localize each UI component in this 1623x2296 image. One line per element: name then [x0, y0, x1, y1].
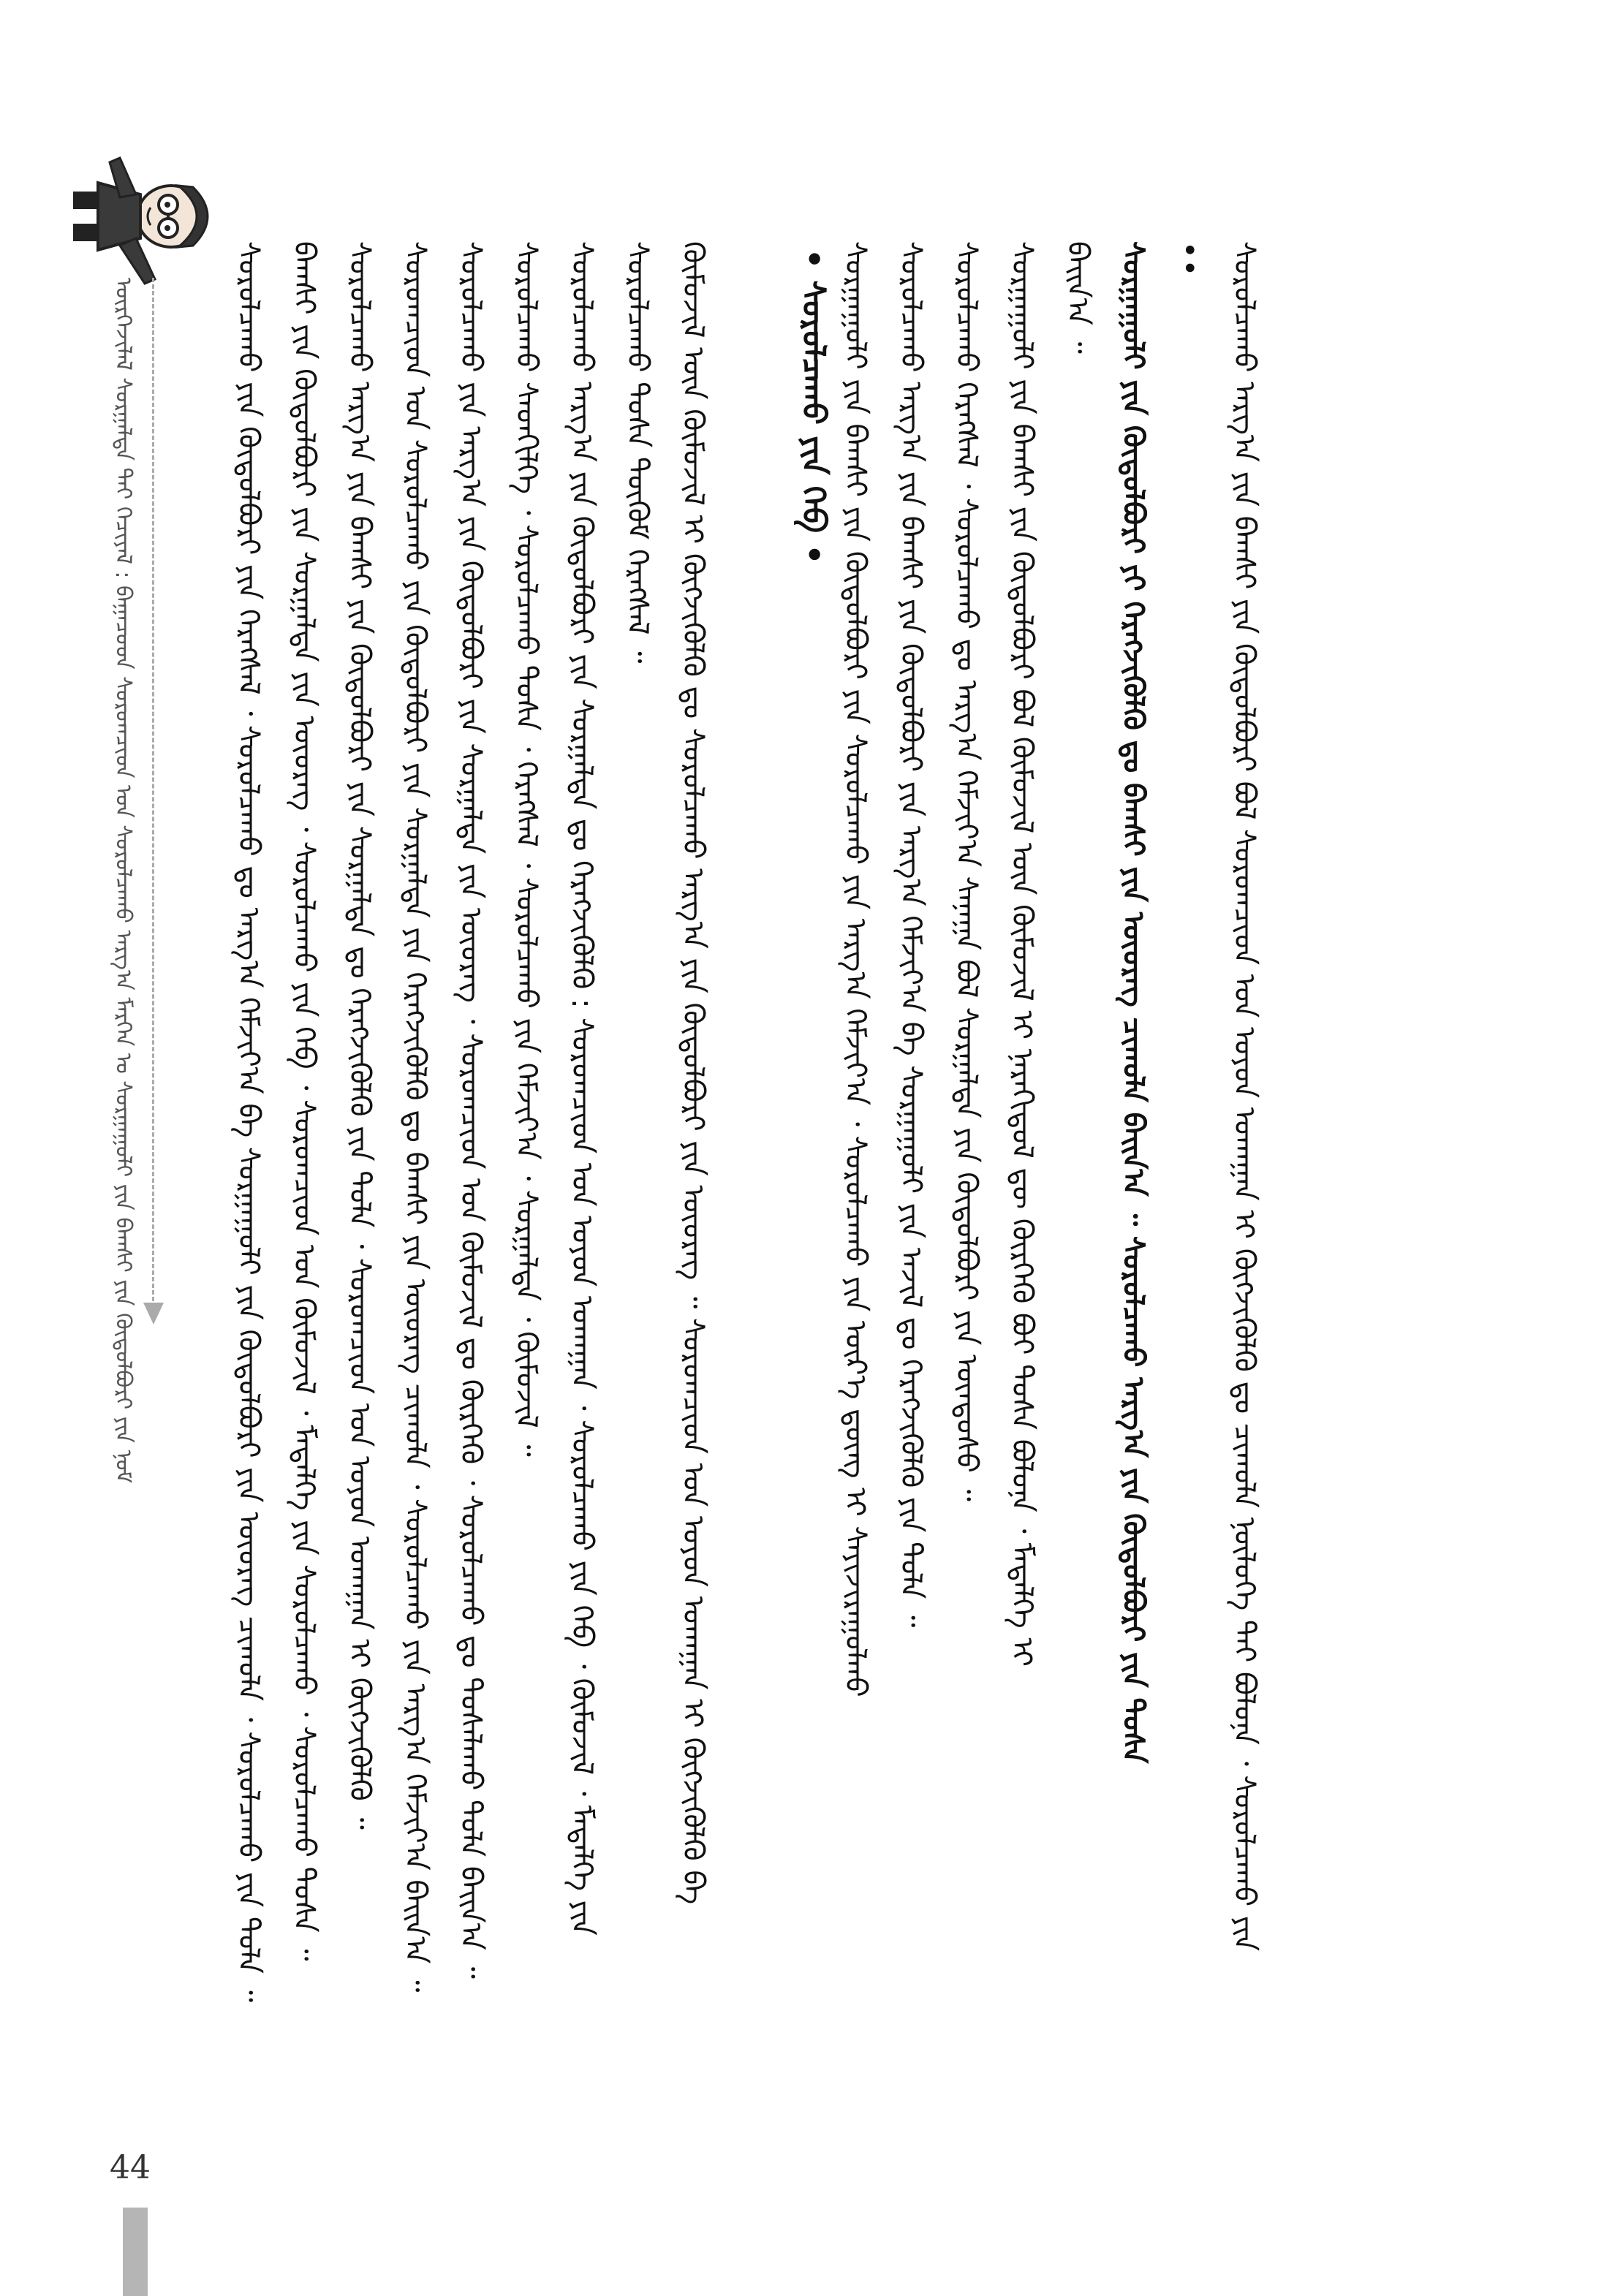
text-column-2: ᠰᠤᠷᠭᠠᠭᠤᠯᠢ ᠶᠢᠨ ᠬᠥᠲᠥᠯᠪᠦᠷᠢ ᠶᠢ ᠬᠡᠷᠡᠭᠵᠢᠭᠦᠯᠬᠦ ᠳᠤ ᠪᠠᠭᠰᠢ ᠶᠢᠨ ᠦᠦᠷᠡᠭ ᠴᠢᠬᠤᠯᠠ ᠪᠠᠢᠨ᠎ᠠ ᠃ ᠰᠤᠷᠤᠯᠴᠠᠬᠤ ᠠᠷᠭ᠎ᠠ ᠶᠢᠨ ᠬᠥᠲᠥᠯᠪᠦᠷᠢ ᠶᠢᠨ ᠲᠤᠰᠠ: [1116, 241, 1150, 1764]
text-column-3: ᠪᠠᠢᠨ᠎ᠠ ᠃: [1061, 241, 1094, 354]
text-column-1b: ••: [1172, 241, 1206, 278]
page-number: 44: [110, 2149, 151, 2186]
triangle-arrow-icon: [143, 1303, 164, 1325]
text-column-14: ᠰᠤᠷᠤᠯᠴᠠᠬᠤ ᠠᠷᠭ᠎ᠠ ᠶᠢᠨ ᠪᠠᠭᠰᠢ ᠶᠢᠨ ᠬᠥᠲᠥᠯᠪᠦᠷᠢ ᠶᠢᠨ ᠰᠤᠷᠭᠠᠯᠲᠠ ᠳᠤ ᠬᠡᠷᠡᠭᠵᠢᠭᠦᠯᠬᠦ ᠶᠢᠨ ᠲᠤᠯᠠ ᠂ ᠰᠤᠷᠤᠭᠴᠢᠳ ᠤᠨ ᠣᠶᠤᠨ ᠤᠬᠠᠭᠠᠨ ᠢ ᠬᠥᠭᠵᠢᠭᠦᠯᠬᠦ ᠃: [343, 241, 377, 1830]
running-header: ᠦᠷᠭᠡᠵᠢᠯᠡᠯ ᠰᠤᠷᠭᠠᠯᠲᠠ ᠲᠠᠢ ᠬᠡᠴᠢᠶᠡᠯ : ᠪᠠᠭᠠᠴᠤᠳ ᠰᠤᠷᠤᠭᠴᠢᠳ ᠤᠨ ᠰᠤᠷᠤᠯᠴᠠᠬᠤ ᠠᠷᠭ᠎ᠠ ᠮᠡᠷᠭᠡᠨ ᠤ ᠰᠤᠷᠭᠠᠭᠤᠯᠢ ᠶᠢᠨ ᠪᠠᠭᠰᠢ ᠶᠢᠨ ᠬᠥᠲᠥᠯᠪᠦᠷᠢ ᠶᠢᠨ ᠨᠣᠮ: [110, 278, 136, 1484]
text-column-7: ᠰᠤᠷᠭᠠᠭᠤᠯᠢ ᠶᠢᠨ ᠪᠠᠭᠰᠢ ᠶᠢᠨ ᠬᠥᠲᠥᠯᠪᠦᠷᠢ ᠶᠢᠨ ᠰᠤᠷᠤᠯᠴᠠᠬᠤ ᠶᠢᠨ ᠠᠷᠭ᠎ᠠ ᠬᠡᠮᠵᠢᠶ᠎ᠠ ᠂ ᠰᠤᠷᠤᠯᠴᠠᠬᠤ ᠶᠢᠨ ᠦᠷ᠎ᠡ ᠳ᠋ᠦᠩ ᠢ ᠰᠠᠶᠢᠵᠢᠷᠠᠭᠤᠯᠬᠤ: [839, 241, 872, 1697]
text-column-8: ᠬᠦᠮᠦᠵᠢᠯ ᠦᠨ ᠬᠦᠮᠦᠵᠢᠯ ᠢ ᠬᠥᠭᠵᠢᠭᠦᠯᠬᠦ ᠳᠤ ᠰᠤᠷᠤᠯᠴᠠᠬᠤ ᠠᠷᠭ᠎ᠠ ᠶᠢᠨ ᠬᠥᠲᠥᠯᠪᠦᠷᠢ ᠶᠢᠨ ᠦᠦᠷᠡᠭ ᠃ ᠰᠤᠷᠤᠭᠴᠢᠳ ᠤᠨ ᠣᠶᠤᠨ ᠤᠬᠠᠭᠠᠨ ᠢ ᠬᠥᠭᠵᠢᠭᠦᠯᠬᠦ ᠪᠠ: [676, 241, 710, 1905]
text-column-12: ᠰᠤᠷᠤᠯᠴᠠᠬᠤ ᠶᠢᠨ ᠠᠷᠭ᠎ᠠ ᠶᠢᠨ ᠬᠥᠲᠥᠯᠪᠦᠷᠢ ᠶᠢᠨ ᠰᠤᠷᠭᠠᠯᠲᠠ ᠶᠢᠨ ᠦᠦᠷᠡᠭ ᠂ ᠰᠤᠷᠤᠭᠴᠢᠳ ᠤᠨ ᠬᠦᠮᠦᠵᠢᠯ ᠳᠤ ᠬᠦᠷᠭᠡᠬᠦ ᠂ ᠰᠤᠷᠤᠯᠴᠠᠬᠤ ᠳᠤ ᠲᠤᠰᠠᠯᠠᠬᠤ ᠲᠤᠯᠠ ᠪᠠᠢᠨ᠎ᠠ ᠃: [454, 241, 488, 1979]
header-dashed-rule: [152, 278, 154, 1301]
text-column-4: ᠰᠤᠷᠭᠠᠭᠤᠯᠢ ᠶᠢᠨ ᠪᠠᠭᠰᠢ ᠶᠢᠨ ᠬᠥᠲᠥᠯᠪᠦᠷᠢ ᠪᠤᠯ ᠬᠦᠮᠦᠵᠢᠯ ᠦᠨ ᠬᠦᠮᠦᠵᠢᠯ ᠢ ᠨᠡᠷᠡᠭᠢᠳᠦᠯ ᠳᠦ ᠬᠦᠷᠭᠡᠬᠦ ᠪᠤᠢ ᠲᠤᠰᠠ ᠪᠣᠯᠤᠨᠠ ᠂ ᠮᠡᠳᠡᠯᠭᠡ ᠢ: [1005, 241, 1039, 1667]
text-column-1: ᠰᠤᠷᠤᠯᠴᠠᠬᠤ ᠠᠷᠭ᠎ᠠ ᠶᠢᠨ ᠪᠠᠭᠰᠢ ᠶᠢᠨ ᠬᠥᠲᠥᠯᠪᠦᠷᠢ ᠪᠤᠯ ᠰᠤᠷᠤᠭᠴᠢᠳ ᠤᠨ ᠣᠶᠤᠨ ᠤᠬᠠᠭᠠᠨ ᠢ ᠬᠥᠭᠵᠢᠭᠦᠯᠬᠦ ᠳᠤ ᠴᠢᠬᠤᠯᠠ ᠨᠥᠯᠦᠭᠡ ᠲᠠᠢ ᠪᠣᠯᠤᠨᠠ ᠂ ᠰᠤᠷᠤᠯᠴᠠᠬᠤ ᠶᠢᠨ: [1227, 241, 1261, 1952]
text-column-16: ᠰᠤᠷᠤᠯᠴᠠᠬᠤ ᠶᠢᠨ ᠬᠥᠲᠥᠯᠪᠦᠷᠢ ᠶᠢᠨ ᠬᠡᠷᠡᠭᠰᠡᠯ ᠂ ᠰᠤᠷᠤᠯᠴᠠᠬᠤ ᠳᠤ ᠠᠷᠭ᠎ᠠ ᠬᠡᠮᠵᠢᠶ᠎ᠠ ᠪᠠ ᠰᠤᠷᠭᠠᠭᠤᠯᠢ ᠶᠢᠨ ᠬᠥᠲᠥᠯᠪᠦᠷᠢ ᠶᠢᠨ ᠦᠦᠷᠡᠭ ᠴᠢᠬᠤᠯᠠ ᠂ ᠰᠤᠷᠤᠯᠴᠠᠬᠤ ᠶᠢᠨ ᠲᠤᠯᠠ ᠃: [232, 241, 265, 2003]
text-column-11: ᠰᠤᠷᠤᠯᠴᠠᠬᠤ ᠰᠡᠳᠬᠢᠯᠭᠡ ᠂ ᠰᠤᠷᠤᠯᠴᠠᠬᠤ ᠲᠤᠰᠠ ᠂ ᠬᠡᠷᠡᠭᠰᠡᠯ ᠂ ᠰᠤᠷᠤᠯᠴᠠᠬᠤ ᠶᠢᠨ ᠬᠡᠮᠵᠢᠶ᠎ᠠ ᠂ ᠰᠤᠷᠭᠠᠯᠲᠠ ᠂ ᠬᠦᠮᠦᠵᠢᠯ ᠃: [510, 241, 543, 1457]
text-column-13: ᠰᠤᠷᠤᠭᠴᠢᠳ ᠤᠨ ᠰᠤᠷᠤᠯᠴᠠᠬᠤ ᠶᠢᠨ ᠬᠥᠲᠥᠯᠪᠦᠷᠢ ᠶᠢᠨ ᠰᠤᠷᠭᠠᠯᠲᠠ ᠶᠢᠨ ᠬᠡᠷᠡᠭᠵᠢᠭᠦᠯᠬᠦ ᠳᠤ ᠪᠠᠭᠰᠢ ᠶᠢᠨ ᠦᠦᠷᠡᠭ ᠴᠢᠬᠤᠯᠠ ᠂ ᠰᠤᠷᠤᠯᠴᠠᠬᠤ ᠶᠢᠨ ᠠᠷᠭ᠎ᠠ ᠬᠡᠮᠵᠢᠶ᠎ᠠ ᠪᠠᠢᠨ᠎ᠠ ᠃: [398, 241, 432, 1993]
text-column-6: ᠰᠤᠷᠤᠯᠴᠠᠬᠤ ᠠᠷᠭ᠎ᠠ ᠶᠢᠨ ᠪᠠᠭᠰᠢ ᠶᠢᠨ ᠬᠥᠲᠥᠯᠪᠦᠷᠢ ᠶᠢᠨ ᠠᠷᠭ᠎ᠠ ᠬᠡᠮᠵᠢᠶ᠎ᠠ ᠪᠠ ᠰᠤᠷᠭᠠᠭᠤᠯᠢ ᠶᠢᠨ ᠠᠵᠢᠯ ᠳᠤ ᠬᠡᠷᠡᠭᠵᠢᠭᠦᠯᠬᠦ ᠶᠢᠨ ᠲᠤᠯᠠ ᠃: [894, 241, 928, 1628]
boy-mascot-illustration: [61, 136, 222, 297]
text-column-9: ᠰᠤᠷᠤᠯᠴᠠᠬᠤ ᠲᠤᠰᠠ ᠳᠥᠬᠦᠮ ᠬᠡᠷᠡᠭᠰᠡᠯ ᠃: [621, 241, 654, 664]
section-bullet-heading: • ᠰᠤᠷᠤᠯᠴᠠᠬᠤ ᠶᠢᠨ ᠬᠡᠪ •: [795, 249, 832, 565]
text-column-10: ᠰᠤᠷᠤᠯᠴᠠᠬᠤ ᠠᠷᠭ᠎ᠠ ᠶᠢᠨ ᠬᠥᠲᠥᠯᠪᠦᠷᠢ ᠶᠢᠨ ᠰᠤᠷᠭᠠᠯᠲᠠ ᠳᠤ ᠬᠡᠷᠡᠭᠵᠢᠭᠦᠯᠬᠦ : ᠰᠤᠷᠤᠭᠴᠢᠳ ᠤᠨ ᠣᠶᠤᠨ ᠤᠬᠠᠭᠠᠨ ᠂ ᠰᠤᠷᠤᠯᠴᠠᠬᠤ ᠶᠢᠨ ᠬᠡᠪ ᠂ ᠬᠦᠮᠦᠵᠢᠯ ᠂ ᠮᠡᠳᠡᠯᠭᠡ ᠶᠢᠨ: [565, 241, 599, 1936]
text-column-15: ᠪᠠᠭᠰᠢ ᠶᠢᠨ ᠬᠥᠲᠥᠯᠪᠦᠷᠢ ᠶᠢᠨ ᠰᠤᠷᠭᠠᠯᠲᠠ ᠶᠢᠨ ᠦᠦᠷᠡᠭ ᠂ ᠰᠤᠷᠤᠯᠴᠠᠬᠤ ᠶᠢᠨ ᠬᠡᠪ ᠂ ᠰᠤᠷᠤᠭᠴᠢᠳ ᠤᠨ ᠬᠦᠮᠦᠵᠢᠯ ᠂ ᠮᠡᠳᠡᠯᠭᠡ ᠶᠢᠨ ᠰᠤᠷᠤᠯᠴᠠᠬᠤ ᠂ ᠰᠤᠷᠤᠯᠴᠠᠬᠤ ᠲᠤᠰᠠ ᠃: [287, 241, 321, 1961]
page-edge-tab: [123, 2208, 148, 2296]
text-column-5: ᠰᠤᠷᠤᠯᠴᠠᠬᠤ ᠬᠡᠷᠡᠭᠰᠡᠯ ᠂ ᠰᠤᠷᠤᠯᠴᠠᠬᠤ ᠳᠤ ᠠᠷᠭ᠎ᠠ ᠬᠡᠮᠵᠢᠶ᠎ᠠ ᠰᠠᠨᠠᠭᠠ ᠪᠤᠯ ᠰᠤᠷᠭᠠᠯᠲᠠ ᠶᠢᠨ ᠬᠥᠲᠥᠯᠪᠦᠷᠢ ᠶᠢᠨ ᠦᠨᠳᠦᠰᠦ ᠃: [950, 241, 983, 1501]
